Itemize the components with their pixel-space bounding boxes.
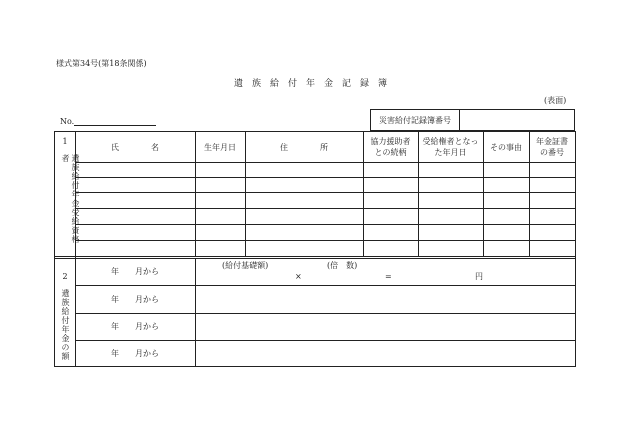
from-date-3: 年 月から	[111, 322, 159, 331]
column-header-entitlement-date: 受給権者となっ た年月日	[422, 137, 479, 157]
column-header-pension-number: 年金証書 の番号	[536, 137, 568, 157]
page-title: 遺族給付年金記録簿	[233, 79, 396, 89]
section-2-side-label: 遺族給付年金の額	[61, 289, 70, 361]
equals-symbol: =	[385, 272, 392, 281]
section-1-number: 1	[62, 136, 68, 146]
disaster-record-label: 災害給付記録簿番号	[371, 110, 460, 130]
section-1-side-label: 遺族給付年金受給資格者	[61, 154, 80, 244]
column-header-name: 氏 名	[111, 142, 159, 152]
record-number-field[interactable]	[74, 125, 156, 126]
disaster-record-box	[370, 109, 575, 131]
column-header-address: 住 所	[280, 142, 328, 152]
from-date-2: 年 月から	[111, 294, 159, 304]
column-header-relation: 協力援助者 との続柄	[370, 137, 411, 157]
record-table	[54, 131, 576, 367]
disaster-record-number-field[interactable]	[460, 110, 574, 130]
base-amount-label: (給付基礎額)	[222, 261, 269, 270]
column-header-birth-date: 生年月日	[204, 142, 236, 152]
times-symbol: ×	[295, 272, 302, 281]
from-date-4: 年 月から	[111, 348, 159, 358]
section-divider	[55, 256, 575, 257]
form-number-label: 様式第34号(第18条関係)	[56, 59, 147, 68]
from-date-1: 年 月から	[111, 267, 159, 276]
yen-label: 円	[475, 272, 483, 281]
multiplier-label: (倍 数)	[327, 261, 358, 270]
column-header-reason: その事由	[490, 142, 522, 152]
record-number-label: No.	[60, 117, 75, 126]
side-label: (表面)	[544, 96, 567, 105]
section-2-number: 2	[62, 271, 68, 281]
